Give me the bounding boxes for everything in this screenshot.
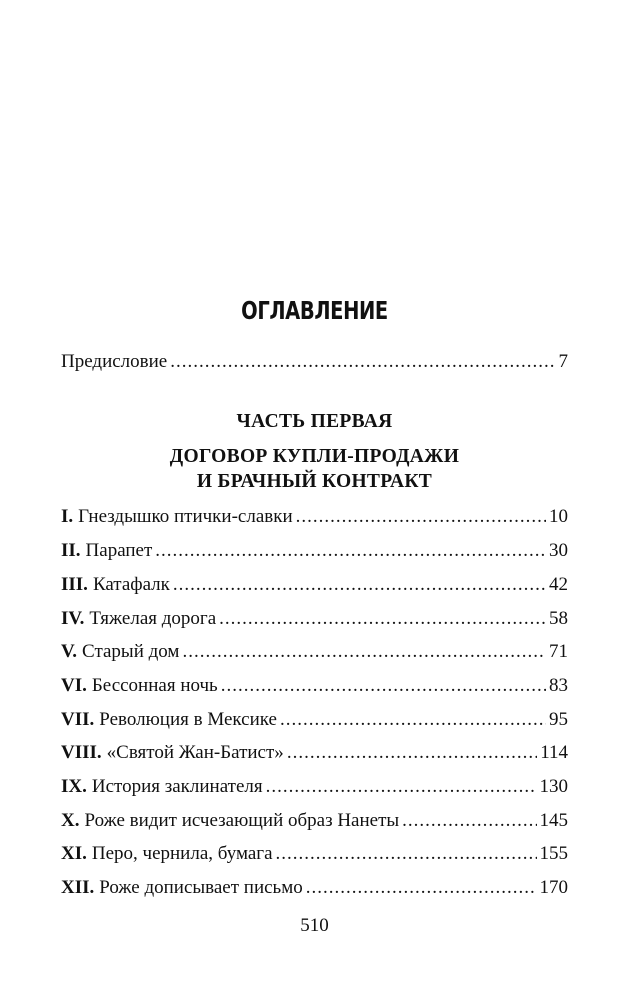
leader-dots (276, 843, 537, 865)
part-title-line-2: И БРАЧНЫЙ КОНТРАКТ (196, 471, 433, 492)
leader-dots (219, 608, 546, 630)
entry-title: Революция в Мексике (99, 709, 277, 730)
part-label: ЧАСТЬ ПЕРВАЯ (236, 411, 393, 432)
toc-entry-preface (61, 351, 568, 373)
entry-title: Предисловие (61, 351, 168, 372)
leader-dots (182, 641, 546, 663)
entry-page-number: 155 (539, 843, 568, 864)
chapter-number: I. (61, 506, 74, 527)
part-title-line-1: ДОГОВОР КУПЛИ-ПРОДАЖИ (169, 446, 460, 467)
toc-entry-chapter (61, 776, 568, 798)
leader-dots (155, 540, 546, 562)
entry-title: Парапет (85, 540, 153, 561)
entry-page-number: 42 (549, 574, 568, 595)
chapter-number: VIII. (61, 742, 102, 763)
entry-title: Гнездышко птички-славки (78, 506, 293, 527)
entry-page-number: 10 (549, 506, 568, 527)
toc-entry-chapter (61, 540, 568, 562)
toc-entry-chapter (61, 608, 568, 630)
entry-title: Тяжелая дорога (89, 608, 217, 629)
leader-dots (296, 506, 546, 528)
entry-title: Роже дописывает письмо (99, 877, 303, 898)
entry-page-number: 7 (558, 351, 568, 372)
entry-title: Катафалк (92, 574, 170, 595)
toc-entry-chapter (61, 810, 568, 832)
entry-title: Бессонная ночь (91, 675, 218, 696)
toc-entry-chapter (61, 709, 568, 731)
entry-page-number: 145 (539, 810, 568, 831)
entry-page-number: 95 (549, 709, 568, 730)
toc-entry-chapter (61, 877, 568, 899)
entry-title: Роже видит исчезающий образ Нанеты (84, 810, 400, 831)
toc-entry-chapter (61, 506, 568, 528)
leader-dots (173, 574, 546, 596)
toc-title: ОГЛАВЛЕНИЕ (241, 296, 388, 325)
chapter-number: XI. (61, 843, 87, 864)
entry-page-number: 58 (549, 608, 568, 629)
leader-dots (402, 810, 536, 832)
leader-dots (306, 877, 537, 899)
leader-dots (266, 776, 537, 798)
leader-dots (280, 709, 546, 731)
toc-entry-chapter (61, 843, 568, 865)
chapter-number: II. (61, 540, 81, 561)
entry-title: «Святой Жан-Батист» (106, 742, 284, 763)
entry-title: Старый дом (82, 641, 180, 662)
entry-page-number: 71 (549, 641, 568, 662)
entry-title: История заклинателя (91, 776, 263, 797)
leader-dots (287, 742, 537, 764)
chapter-number: IX. (61, 776, 87, 797)
chapter-number: IV. (61, 608, 85, 629)
page-folio-number: 510 (300, 915, 329, 936)
entry-page-number: 130 (539, 776, 568, 797)
chapter-number: X. (61, 810, 80, 831)
leader-dots (221, 675, 546, 697)
chapter-number: VII. (61, 709, 95, 730)
entry-page-number: 170 (539, 877, 568, 898)
toc-entry-chapter (61, 641, 568, 663)
chapter-number: III. (61, 574, 88, 595)
entry-page-number: 30 (549, 540, 568, 561)
chapter-number: XII. (61, 877, 95, 898)
leader-dots (170, 351, 555, 373)
toc-entry-chapter (61, 742, 568, 764)
entry-page-number: 114 (540, 742, 568, 763)
chapter-number: VI. (61, 675, 87, 696)
entry-page-number: 83 (549, 675, 568, 696)
toc-entry-chapter (61, 574, 568, 596)
chapter-number: V. (61, 641, 78, 662)
toc-entry-chapter (61, 675, 568, 697)
entry-title: Перо, чернила, бумага (91, 843, 273, 864)
